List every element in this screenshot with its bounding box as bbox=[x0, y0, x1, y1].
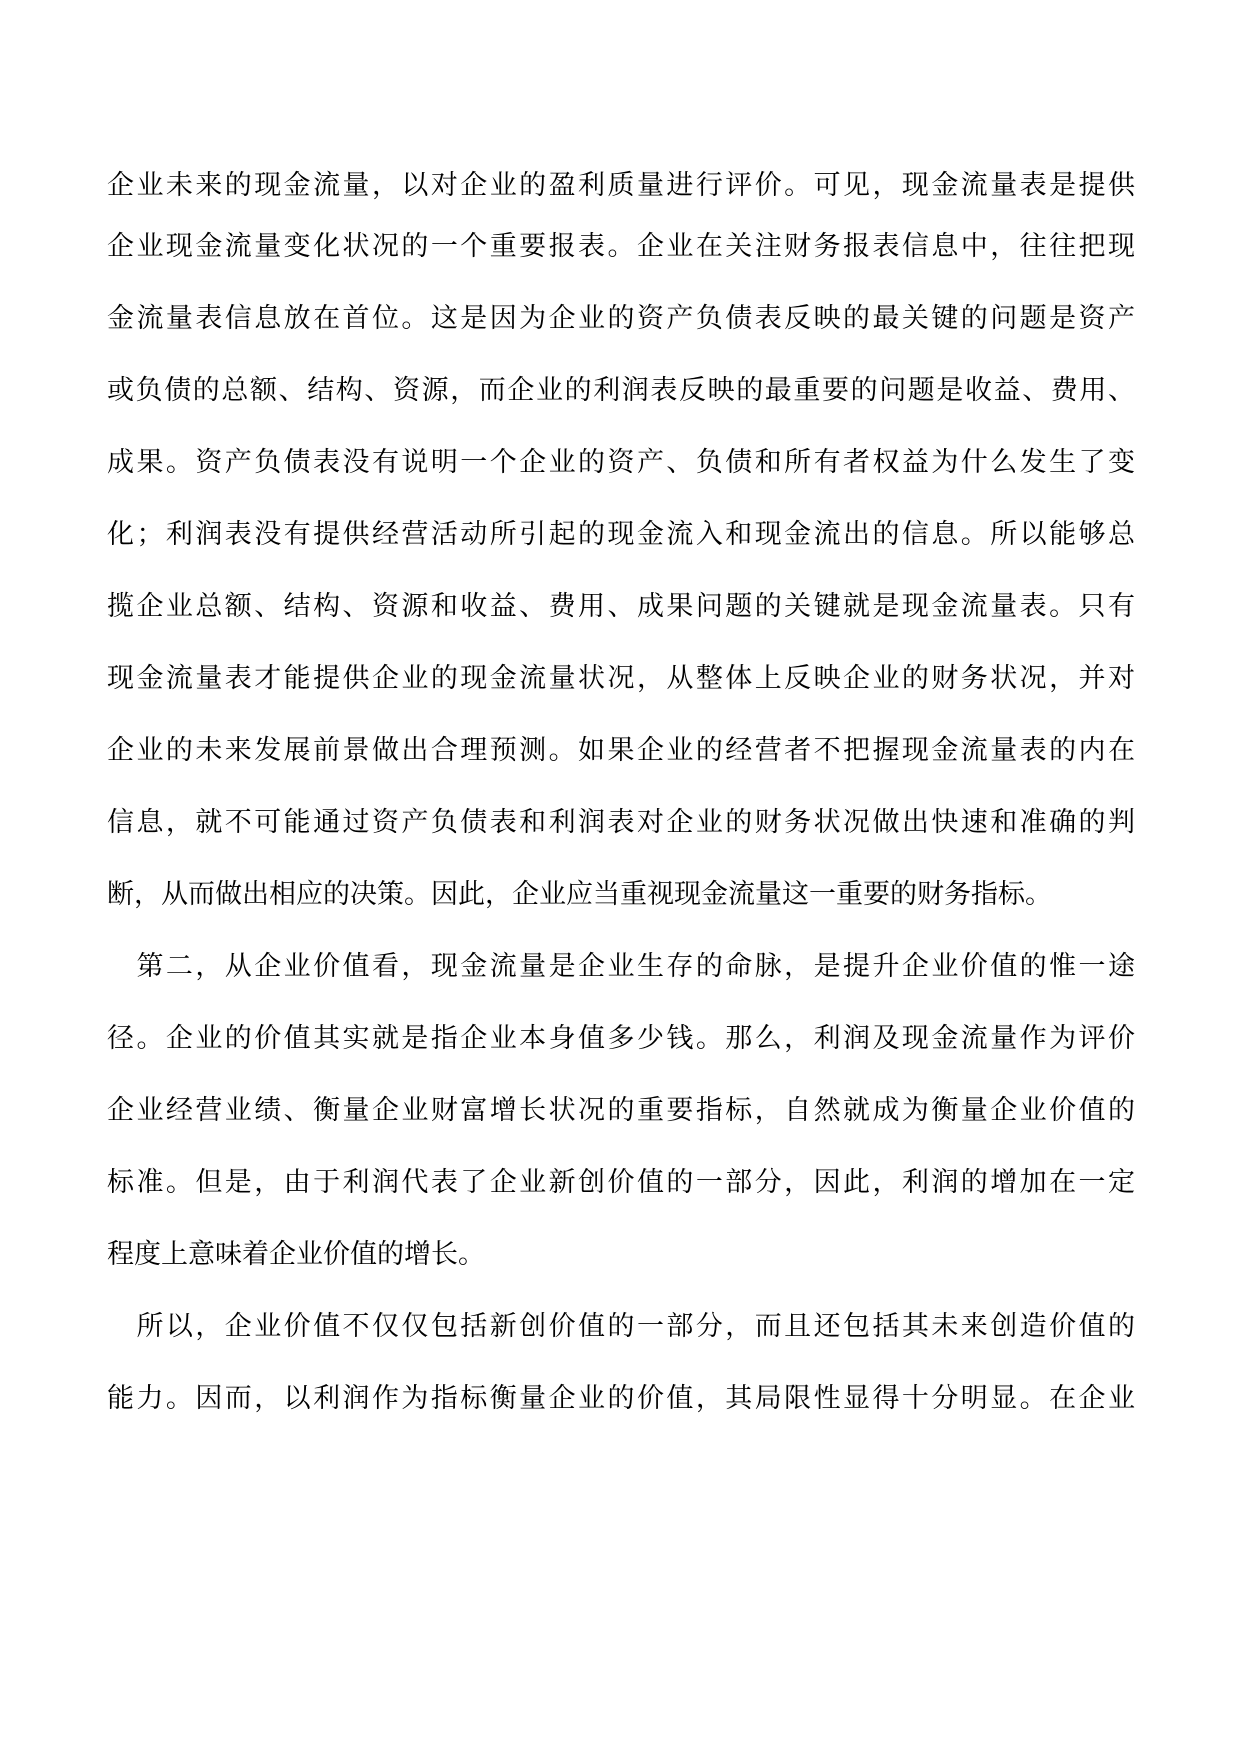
text-line: 径。企业的价值其实就是指企业本身值多少钱。那么，利润及现金流量作为评价 bbox=[107, 1023, 1135, 1054]
text-line: 化；利润表没有提供经营活动所引起的现金流入和现金流出的信息。所以能够总 bbox=[107, 519, 1135, 550]
text-line: 现金流量表才能提供企业的现金流量状况，从整体上反映企业的财务状况，并对 bbox=[107, 663, 1135, 694]
text-line: 或负债的总额、结构、资源，而企业的利润表反映的最重要的问题是收益、费用、 bbox=[107, 375, 1135, 406]
text-line: 信息，就不可能通过资产负债表和利润表对企业的财务状况做出快速和准确的判 bbox=[107, 807, 1135, 838]
text-line: 揽企业总额、结构、资源和收益、费用、成果问题的关键就是现金流量表。只有 bbox=[107, 591, 1135, 622]
text-line: 成果。资产负债表没有说明一个企业的资产、负债和所有者权益为什么发生了变 bbox=[107, 447, 1135, 478]
text-line: 程度上意味着企业价值的增长。 bbox=[107, 1239, 485, 1270]
text-line: 企业经营业绩、衡量企业财富增长状况的重要指标，自然就成为衡量企业价值的 bbox=[107, 1095, 1135, 1126]
text-line: 金流量表信息放在首位。这是因为企业的资产负债表反映的最关键的问题是资产 bbox=[107, 303, 1135, 334]
text-line: 能力。因而，以利润作为指标衡量企业的价值，其局限性显得十分明显。在企业 bbox=[107, 1383, 1135, 1414]
text-line: 第二，从企业价值看，现金流量是企业生存的命脉，是提升企业价值的惟一途 bbox=[107, 951, 1135, 982]
text-line: 断，从而做出相应的决策。因此，企业应当重视现金流量这一重要的财务指标。 bbox=[107, 879, 1052, 910]
text-line: 企业未来的现金流量，以对企业的盈利质量进行评价。可见，现金流量表是提供 bbox=[107, 170, 1135, 201]
text-line: 所以，企业价值不仅仅包括新创价值的一部分，而且还包括其未来创造价值的 bbox=[107, 1311, 1135, 1342]
text-line: 企业现金流量变化状况的一个重要报表。企业在关注财务报表信息中，往往把现 bbox=[107, 231, 1135, 262]
text-line: 企业的未来发展前景做出合理预测。如果企业的经营者不把握现金流量表的内在 bbox=[107, 735, 1135, 766]
text-line: 标准。但是，由于利润代表了企业新创价值的一部分，因此，利润的增加在一定 bbox=[107, 1167, 1135, 1198]
